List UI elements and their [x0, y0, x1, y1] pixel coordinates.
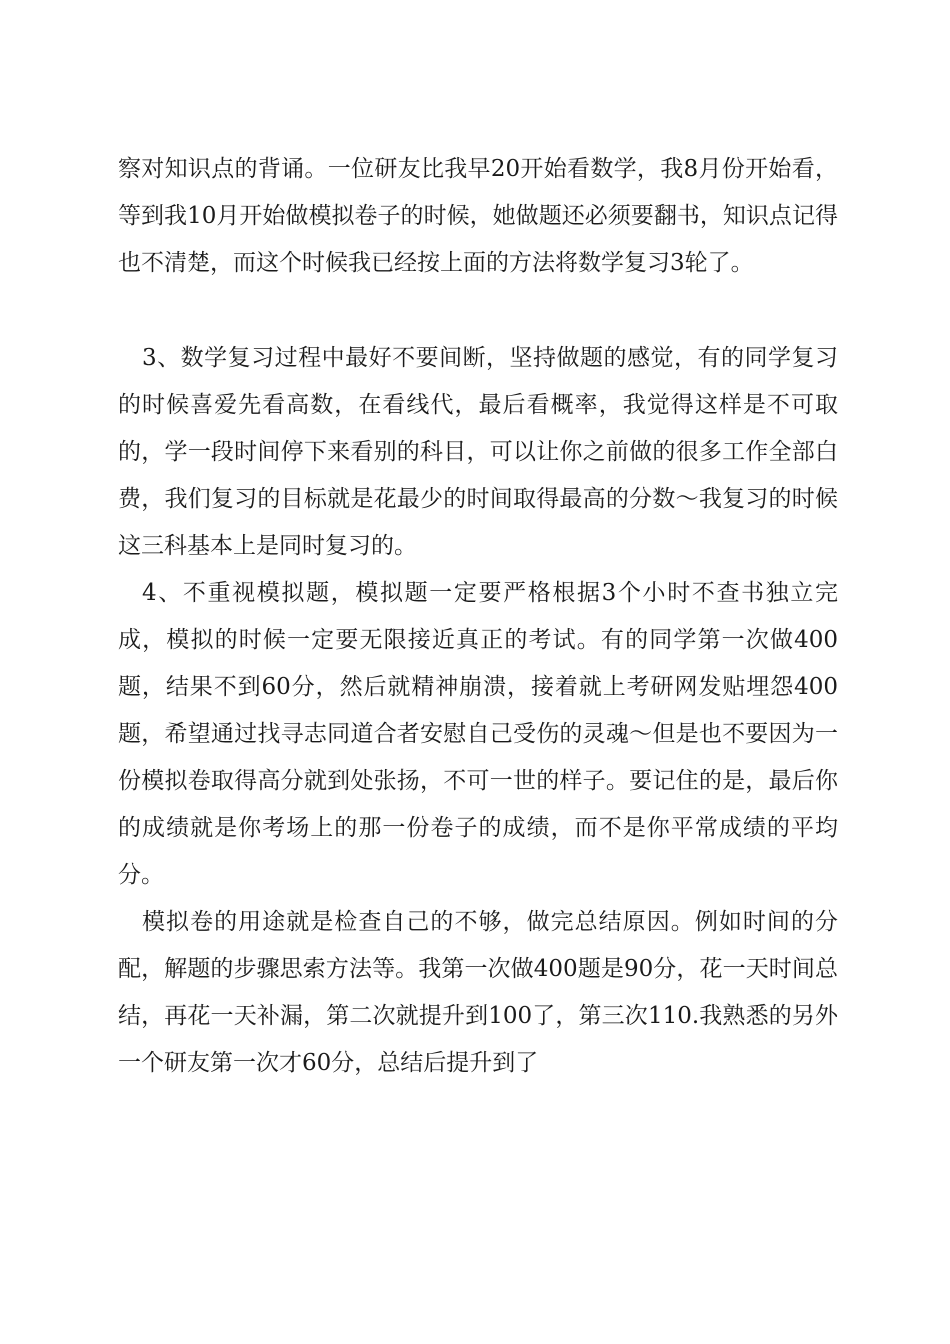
document-body	[118, 146, 838, 1087]
paragraph-2: 3、数学复习过程中最好不要间断，坚持做题的感觉，有的同学复习的时候喜爱先看高数，在看线代，最后看概率，我觉得这样是不可取的，学一段时间停下来看别的科目，可以让你之前做的很多工作全部白费，我们复习的目标就是花最少的时间取得最高的分数～我复习的时候这三科基本上是同时复习的。	[118, 345, 838, 559]
paragraph-1: 察对知识点的背诵。一位研友比我早20开始看数学，我8月份开始看，等到我10月开始做模拟卷子的时候，她做题还必须要翻书，知识点记得也不清楚，而这个时候我已经按上面的方法将数学复习3轮了。	[118, 156, 838, 276]
paragraph-4: 模拟卷的用途就是检查自己的不够，做完总结原因。例如时间的分配，解题的步骤思索方法等。我第一次做400题是90分，花一天时间总结，再花一天补漏，第二次就提升到100了，第三次110.我熟悉的另外一个研友第一次才60分，总结后提升到了	[118, 909, 838, 1076]
paragraph-3: 4、不重视模拟题，模拟题一定要严格根据3个小时不查书独立完成，模拟的时候一定要无限接近真正的考试。有的同学第一次做400题，结果不到60分，然后就精神崩溃，接着就上考研网发贴埋怨400题，希望通过找寻志同道合者安慰自己受伤的灵魂～但是也不要因为一份模拟卷取得高分就到处张扬，不可一世的样子。要记住的是，最后你的成绩就是你考场上的那一份卷子的成绩，而不是你平常成绩的平均分。	[118, 580, 838, 888]
